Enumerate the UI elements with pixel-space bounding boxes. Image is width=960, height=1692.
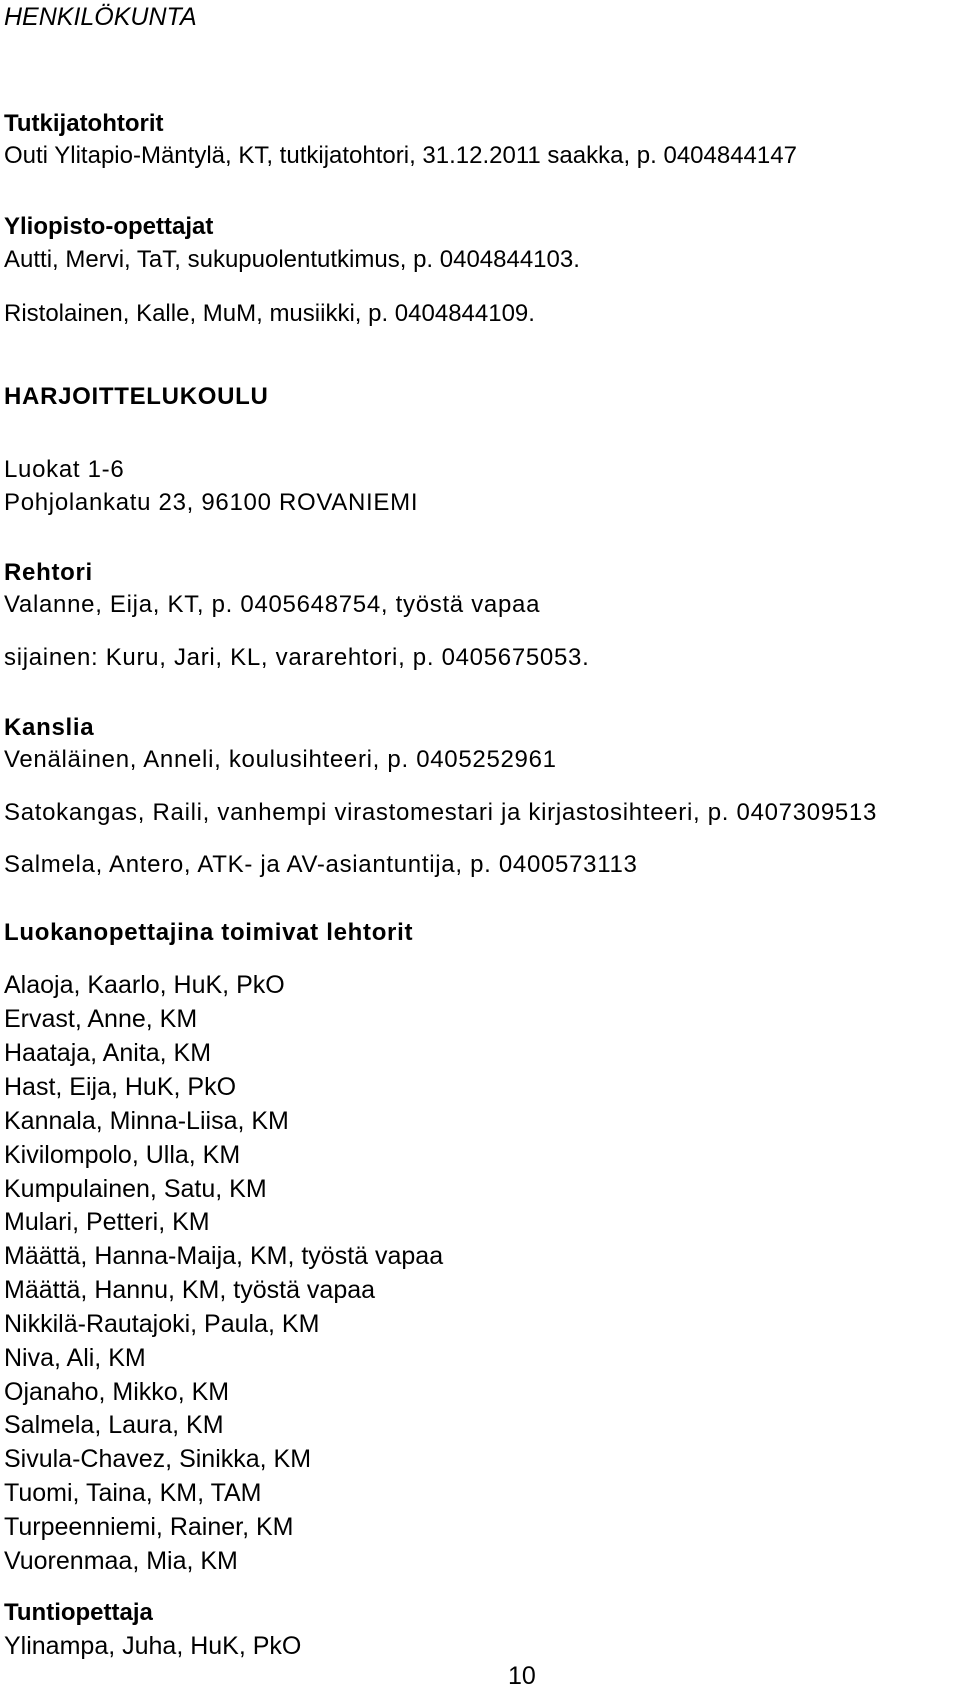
lecturer-entry: Ristolainen, Kalle, MuM, musiikki, p. 0404844109.	[4, 300, 535, 327]
section-heading-school: HARJOITTELUKOULU	[4, 383, 269, 410]
class-teacher-entry: Mulari, Petteri, KM	[4, 1208, 210, 1236]
class-teacher-entry: Vuorenmaa, Mia, KM	[4, 1547, 238, 1575]
class-teacher-entry: Kivilompolo, Ulla, KM	[4, 1141, 241, 1169]
class-teacher-entry: Ojanaho, Mikko, KM	[4, 1378, 230, 1406]
researcher-entry: Outi Ylitapio-Mäntylä, KT, tutkijatohtori, 31.12.2011 saakka, p. 0404844147	[4, 142, 797, 169]
school-grades: Luokat 1-6	[4, 456, 125, 483]
section-heading-class-teachers: Luokanopettajina toimivat lehtorit	[4, 919, 414, 946]
office-entry: Satokangas, Raili, vanhempi virastomestari ja kirjastosihteeri, p. 0407309513	[4, 799, 878, 826]
class-teacher-entry: Niva, Ali, KM	[4, 1344, 146, 1372]
page-title: HENKILÖKUNTA	[4, 3, 197, 31]
class-teacher-entry: Sivula-Chavez, Sinikka, KM	[4, 1445, 312, 1473]
hourly-teacher-entry: Ylinampa, Juha, HuK, PkO	[4, 1632, 302, 1660]
class-teacher-entry: Nikkilä-Rautajoki, Paula, KM	[4, 1310, 320, 1338]
section-heading-principal: Rehtori	[4, 559, 93, 586]
class-teacher-entry: Määttä, Hannu, KM, työstä vapaa	[4, 1276, 376, 1304]
office-entry: Salmela, Antero, ATK- ja AV-asiantuntija, p. 0400573113	[4, 851, 638, 878]
section-heading-hourly-teacher: Tuntiopettaja	[4, 1599, 153, 1626]
principal-substitute-entry: sijainen: Kuru, Jari, KL, vararehtori, p. 0405675053.	[4, 644, 590, 671]
principal-entry: Valanne, Eija, KT, p. 0405648754, työstä vapaa	[4, 591, 541, 618]
class-teacher-entry: Määttä, Hanna-Maija, KM, työstä vapaa	[4, 1242, 444, 1270]
class-teacher-entry: Alaoja, Kaarlo, HuK, PkO	[4, 971, 285, 999]
class-teacher-entry: Haataja, Anita, KM	[4, 1039, 212, 1067]
class-teacher-entry: Tuomi, Taina, KM, TAM	[4, 1479, 262, 1507]
class-teacher-entry: Hast, Eija, HuK, PkO	[4, 1073, 237, 1101]
class-teacher-entry: Ervast, Anne, KM	[4, 1005, 198, 1033]
class-teacher-entry: Kumpulainen, Satu, KM	[4, 1175, 267, 1203]
page-number: 10	[508, 1662, 536, 1690]
class-teacher-entry: Kannala, Minna-Liisa, KM	[4, 1107, 289, 1135]
section-heading-lecturers: Yliopisto-opettajat	[4, 213, 214, 240]
school-address: Pohjolankatu 23, 96100 ROVANIEMI	[4, 489, 419, 516]
section-heading-researchers: Tutkijatohtorit	[4, 110, 164, 137]
office-entry: Venäläinen, Anneli, koulusihteeri, p. 0405252961	[4, 746, 557, 773]
lecturer-entry: Autti, Mervi, TaT, sukupuolentutkimus, p. 0404844103.	[4, 246, 580, 273]
class-teacher-entry: Turpeenniemi, Rainer, KM	[4, 1513, 294, 1541]
section-heading-office: Kanslia	[4, 714, 95, 741]
class-teacher-entry: Salmela, Laura, KM	[4, 1411, 224, 1439]
